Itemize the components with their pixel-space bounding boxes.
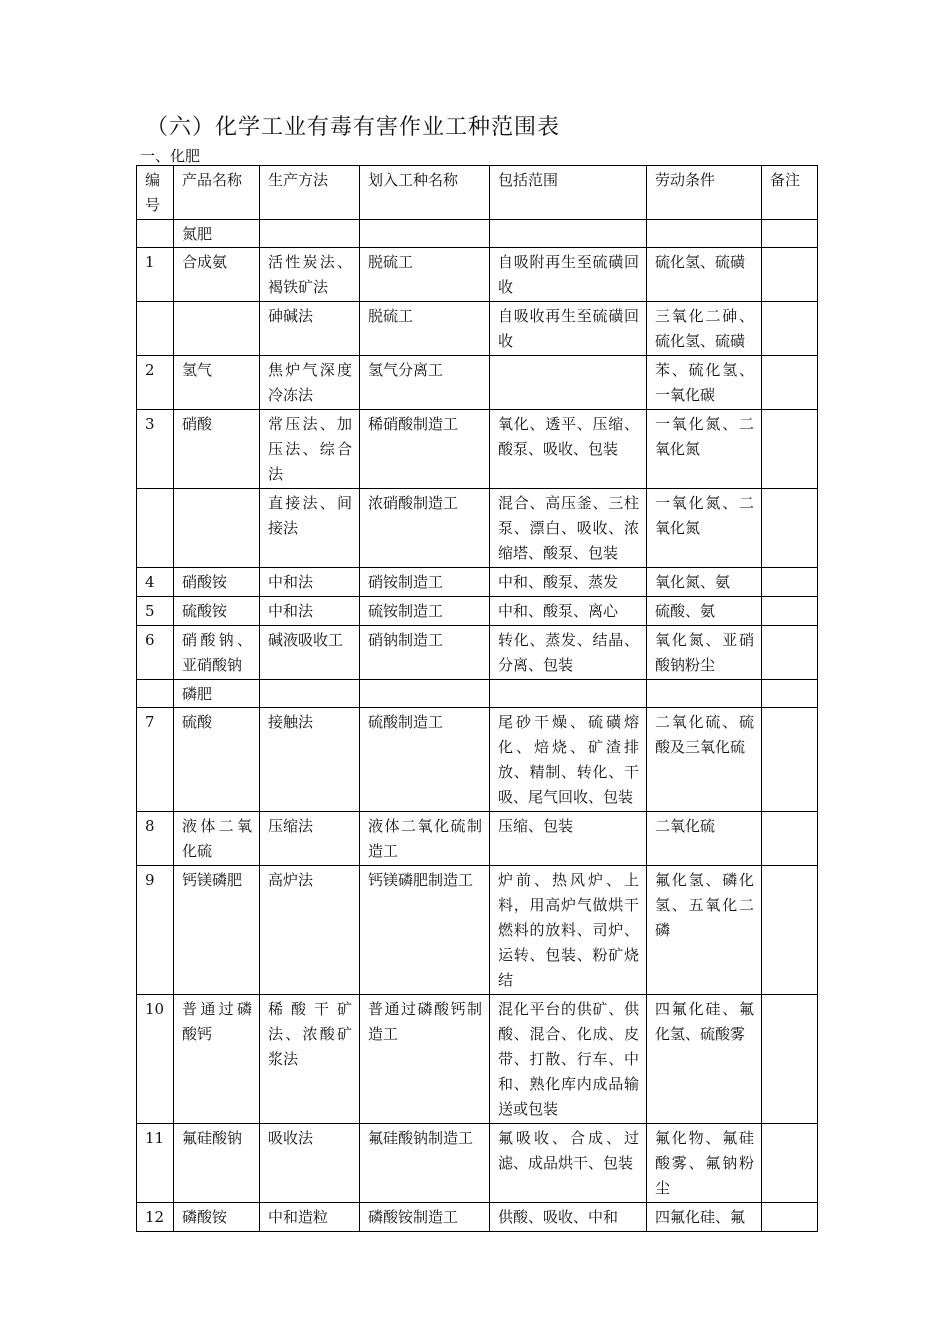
cell-method: 中和造粒 [260,1203,360,1232]
cell-scope: 供酸、吸收、中和 [490,1203,647,1232]
cell-conditions: 硫酸、氨 [647,597,762,626]
cell-method: 中和法 [260,597,360,626]
cell-method: 常压法、加压法、综合法 [260,410,360,489]
cell-number: 3 [137,410,174,489]
hazard-job-table [136,165,818,1232]
table-row [137,866,818,995]
cell-remarks [762,680,818,708]
table-row [137,302,818,356]
cell-scope: 转化、蒸发、结晶、分离、包装 [490,626,647,680]
cell-conditions: 硫化氢、硫磺 [647,248,762,302]
cell-conditions: 氧化氮、氨 [647,568,762,597]
table-row [137,410,818,489]
cell-method: 接触法 [260,708,360,812]
cell-job: 稀硝酸制造工 [360,410,490,489]
cell-product: 氮肥 [174,220,260,248]
cell-remarks [762,410,818,489]
cell-method: 压缩法 [260,812,360,866]
cell-method [260,680,360,708]
header-cell-conditions: 劳动条件 [647,166,762,220]
cell-product: 硝酸铵 [174,568,260,597]
header-cell-method: 生产方法 [260,166,360,220]
cell-product: 硝酸 [174,410,260,489]
section-title: 一、化肥 [140,147,201,165]
cell-job: 脱硫工 [360,302,490,356]
cell-job: 液体二氧化硫制造工 [360,812,490,866]
header-cell-number: 编号 [137,166,174,220]
page-title: （六）化学工业有毒有害作业工种范围表 [146,115,561,140]
header-cell-product: 产品名称 [174,166,260,220]
cell-job [360,680,490,708]
cell-number: 12 [137,1203,174,1232]
cell-remarks [762,220,818,248]
table-row [137,1124,818,1203]
cell-method: 中和法 [260,568,360,597]
table-row [137,597,818,626]
cell-remarks [762,1124,818,1203]
cell-method: 碱液吸收工 [260,626,360,680]
cell-number [137,489,174,568]
cell-number: 4 [137,568,174,597]
cell-scope: 炉前、热风炉、上料，用高炉气做烘干燃料的放料、司炉、运转、包装、粉矿烧结 [490,866,647,995]
cell-number: 1 [137,248,174,302]
cell-job: 氢气分离工 [360,356,490,410]
cell-conditions: 苯、硫化氢、一氧化碳 [647,356,762,410]
cell-number [137,220,174,248]
table-row [137,812,818,866]
cell-scope: 尾砂干燥、硫磺熔化、焙烧、矿渣排放、精制、转化、干吸、尾气回收、包装 [490,708,647,812]
table-body [137,166,818,1232]
cell-remarks [762,302,818,356]
cell-number: 8 [137,812,174,866]
cell-number: 10 [137,995,174,1124]
cell-remarks [762,597,818,626]
cell-job: 硝钠制造工 [360,626,490,680]
cell-method: 活性炭法、褐铁矿法 [260,248,360,302]
header-cell-scope: 包括范围 [490,166,647,220]
cell-remarks [762,248,818,302]
cell-number: 6 [137,626,174,680]
cell-product [174,302,260,356]
cell-conditions: 氧化氮、亚硝酸钠粉尘 [647,626,762,680]
cell-scope [490,220,647,248]
cell-product: 氢气 [174,356,260,410]
cell-number: 9 [137,866,174,995]
cell-scope: 自吸收再生至硫磺回收 [490,302,647,356]
cell-number [137,680,174,708]
cell-conditions: 氟化物、氟硅酸雾、氟钠粉尘 [647,1124,762,1203]
cell-product: 硫酸 [174,708,260,812]
cell-conditions: 一氧化氮、二氧化氮 [647,410,762,489]
cell-conditions: 一氧化氮、二氧化氮 [647,489,762,568]
cell-number: 2 [137,356,174,410]
cell-scope: 中和、酸泵、蒸发 [490,568,647,597]
table-row [137,708,818,812]
cell-product: 磷酸铵 [174,1203,260,1232]
cell-job: 普通过磷酸钙制造工 [360,995,490,1124]
cell-job [360,220,490,248]
cell-remarks [762,489,818,568]
cell-remarks [762,626,818,680]
hazard-table-container [136,165,817,1232]
cell-job: 氟硅酸钠制造工 [360,1124,490,1203]
cell-scope: 自吸附再生至硫磺回收 [490,248,647,302]
cell-scope: 氧化、透平、压缩、酸泵、吸收、包装 [490,410,647,489]
table-row [137,995,818,1124]
cell-conditions: 二氧化硫 [647,812,762,866]
cell-scope: 压缩、包装 [490,812,647,866]
cell-product: 液体二氧化硫 [174,812,260,866]
cell-method: 砷碱法 [260,302,360,356]
cell-product: 磷肥 [174,680,260,708]
cell-remarks [762,568,818,597]
cell-job: 硫铵制造工 [360,597,490,626]
cell-method: 焦炉气深度冷冻法 [260,356,360,410]
cell-conditions: 氟化氢、磷化氢、五氧化二磷 [647,866,762,995]
cell-scope: 混合、高压釜、三柱泵、漂白、吸收、浓缩塔、酸泵、包装 [490,489,647,568]
cell-scope: 氟吸收、合成、过滤、成品烘干、包装 [490,1124,647,1203]
cell-conditions: 三氧化二砷、硫化氢、硫磺 [647,302,762,356]
cell-job: 硝铵制造工 [360,568,490,597]
table-row [137,356,818,410]
cell-remarks [762,812,818,866]
cell-job: 硫酸制造工 [360,708,490,812]
cell-method [260,220,360,248]
cell-remarks [762,1203,818,1232]
table-row [137,626,818,680]
cell-product: 硝酸钠、亚硝酸钠 [174,626,260,680]
cell-conditions: 四氟化硅、氟 [647,1203,762,1232]
cell-scope [490,356,647,410]
header-cell-job: 划入工种名称 [360,166,490,220]
table-row [137,220,818,248]
cell-remarks [762,708,818,812]
cell-job: 磷酸铵制造工 [360,1203,490,1232]
cell-product: 普通过磷酸钙 [174,995,260,1124]
cell-number: 5 [137,597,174,626]
table-row [137,1203,818,1232]
table-row [137,489,818,568]
table-header-row [137,166,818,220]
header-cell-remarks: 备注 [762,166,818,220]
cell-number: 7 [137,708,174,812]
cell-scope [490,680,647,708]
cell-method: 高炉法 [260,866,360,995]
cell-product: 硫酸铵 [174,597,260,626]
cell-remarks [762,866,818,995]
cell-conditions: 四氟化硅、氟化氢、硫酸雾 [647,995,762,1124]
cell-method: 稀酸干矿法、浓酸矿浆法 [260,995,360,1124]
cell-remarks [762,995,818,1124]
cell-remarks [762,356,818,410]
cell-product: 氟硅酸钠 [174,1124,260,1203]
cell-number: 11 [137,1124,174,1203]
cell-scope: 混化平台的供矿、供酸、混合、化成、皮带、打散、行车、中和、熟化库内成品输送或包装 [490,995,647,1124]
cell-method: 吸收法 [260,1124,360,1203]
cell-product: 钙镁磷肥 [174,866,260,995]
table-row [137,568,818,597]
table-row [137,680,818,708]
cell-method: 直接法、间接法 [260,489,360,568]
cell-scope: 中和、酸泵、离心 [490,597,647,626]
cell-product: 合成氨 [174,248,260,302]
cell-number [137,302,174,356]
cell-product [174,489,260,568]
cell-conditions [647,680,762,708]
cell-conditions: 二氧化硫、硫酸及三氧化硫 [647,708,762,812]
cell-conditions [647,220,762,248]
cell-job: 浓硝酸制造工 [360,489,490,568]
cell-job: 钙镁磷肥制造工 [360,866,490,995]
cell-job: 脱硫工 [360,248,490,302]
table-row [137,248,818,302]
